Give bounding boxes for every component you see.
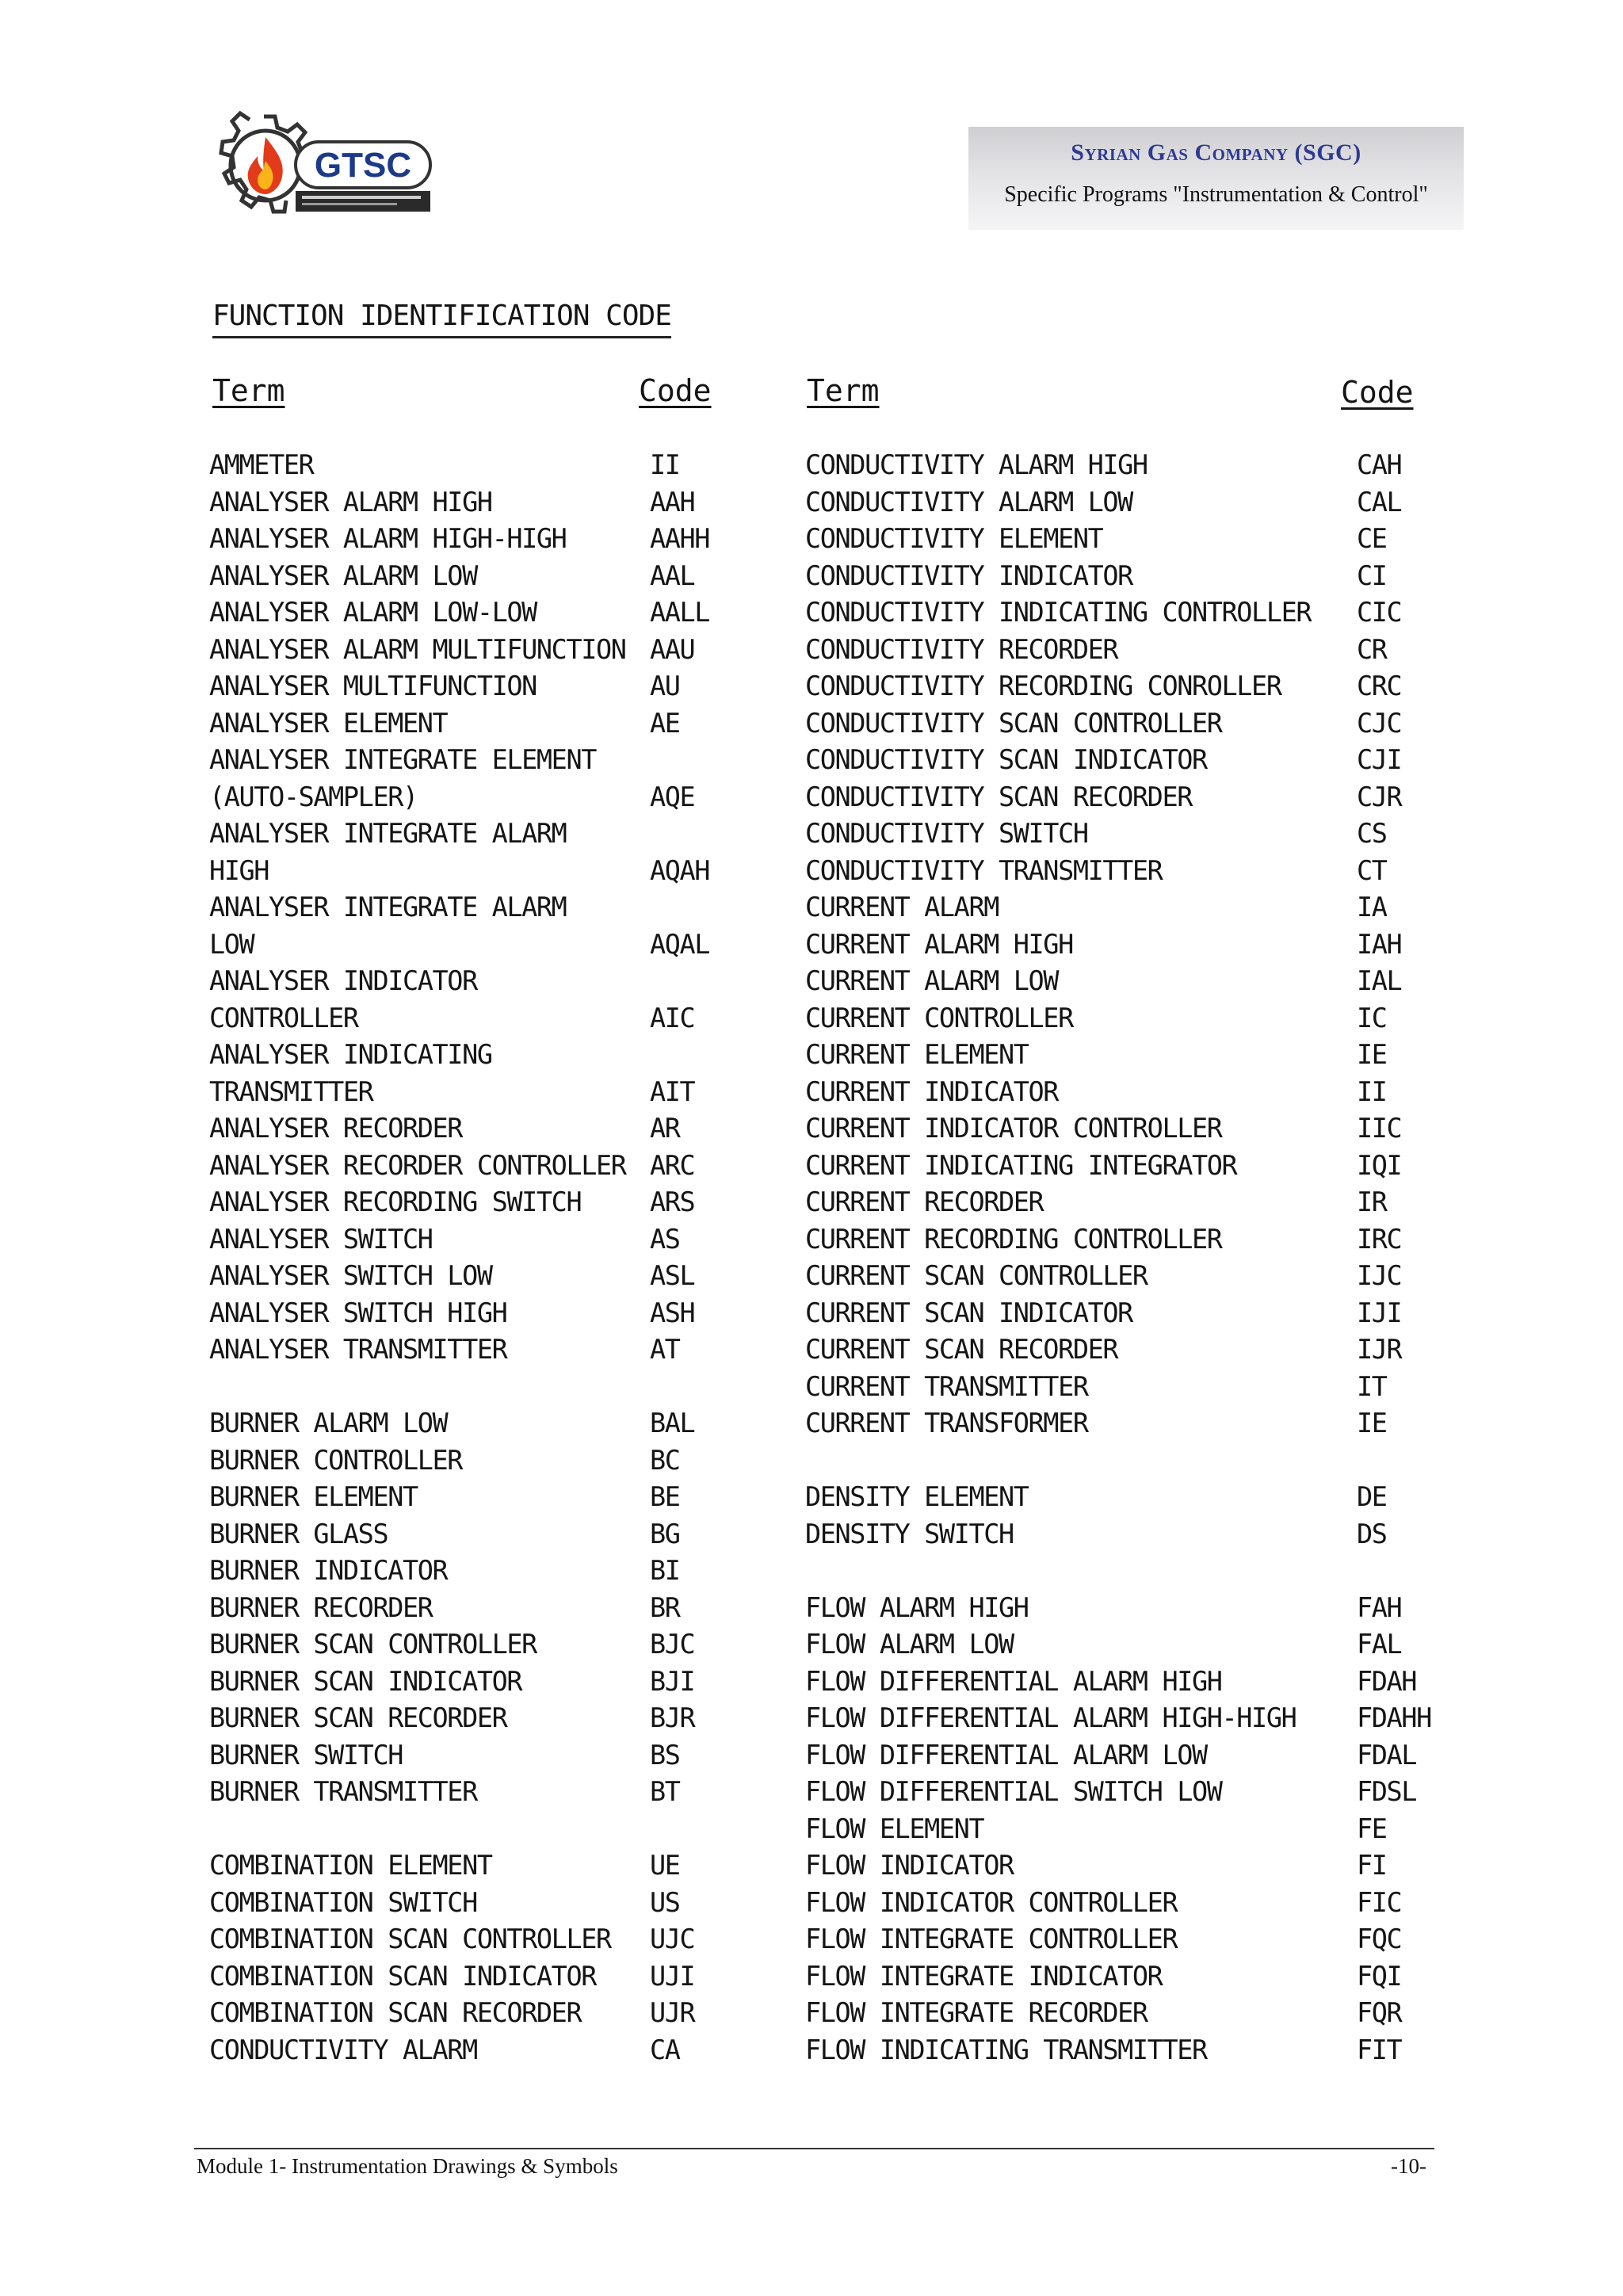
table-row xyxy=(805,1847,1439,1885)
code-cell: BT xyxy=(650,1776,680,1807)
code-cell: IQI xyxy=(1357,1149,1402,1181)
table-row xyxy=(805,1037,1439,1074)
term-cell: ANALYSER SWITCH LOW xyxy=(209,1260,492,1291)
code-cell: FQI xyxy=(1357,1960,1402,1992)
table-row xyxy=(805,1074,1439,1111)
left-column xyxy=(209,447,843,2069)
term-cell: ANALYSER TRANSMITTER xyxy=(209,1334,507,1365)
table-row xyxy=(805,1626,1439,1664)
term-cell: CONDUCTIVITY TRANSMITTER xyxy=(805,854,1163,886)
term-cell: ANALYSER INTEGRATE ALARM xyxy=(209,892,567,923)
table-row xyxy=(209,1221,843,1259)
code-cell: FDAL xyxy=(1357,1739,1417,1771)
term-cell: (AUTO-SAMPLER) xyxy=(209,781,418,812)
code-cell: FAH xyxy=(1357,1591,1402,1623)
term-cell: ANALYSER ALARM LOW xyxy=(209,560,477,591)
code-cell: AAHH xyxy=(650,523,710,554)
term-cell: COMBINATION SCAN INDICATOR xyxy=(209,1960,596,1992)
code-cell: FE xyxy=(1357,1813,1387,1844)
table-row xyxy=(805,1479,1439,1516)
company-header-box xyxy=(968,127,1464,230)
code-cell: IIC xyxy=(1357,1113,1402,1144)
code-cell: IAH xyxy=(1357,928,1402,960)
term-cell: CURRENT SCAN CONTROLLER xyxy=(805,1260,1148,1291)
code-cell: CAH xyxy=(1357,449,1402,480)
table-row xyxy=(805,1921,1439,1958)
table-row xyxy=(209,484,843,521)
code-cell: BJC xyxy=(650,1629,695,1660)
term-cell: CONDUCTIVITY RECORDING CONROLLER xyxy=(805,670,1281,701)
table-row xyxy=(209,1811,843,1848)
table-row xyxy=(209,742,843,779)
code-cell: IR xyxy=(1357,1186,1387,1217)
code-cell: IAL xyxy=(1357,965,1402,996)
code-cell: CI xyxy=(1357,560,1387,591)
code-cell: CRC xyxy=(1357,670,1402,701)
term-cell: BURNER ELEMENT xyxy=(209,1481,418,1512)
term-cell: BURNER SCAN INDICATOR xyxy=(209,1665,522,1697)
code-cell: CJR xyxy=(1357,781,1402,812)
code-cell: FAL xyxy=(1357,1629,1402,1660)
table-row xyxy=(209,963,843,1000)
term-cell: CONDUCTIVITY INDICATING CONTROLLER xyxy=(805,597,1312,628)
code-cell: AQAL xyxy=(650,928,710,960)
term-cell: FLOW ELEMENT xyxy=(805,1813,984,1844)
term-cell: BURNER INDICATOR xyxy=(209,1555,448,1586)
term-cell: FLOW DIFFERENTIAL ALARM LOW xyxy=(805,1739,1207,1771)
code-cell: BAL xyxy=(650,1408,695,1438)
term-cell: CONDUCTIVITY INDICATOR xyxy=(805,560,1132,591)
code-cell: FIT xyxy=(1357,2034,1402,2065)
code-cell: IC xyxy=(1357,1002,1387,1033)
term-cell: FLOW INDICATOR xyxy=(805,1850,1014,1881)
term-cell: DENSITY ELEMENT xyxy=(805,1481,1029,1512)
table-row xyxy=(209,1590,843,1627)
table-row xyxy=(209,1885,843,1922)
term-cell: ANALYSER INDICATOR xyxy=(209,965,477,996)
table-row xyxy=(805,1331,1439,1369)
term-cell: ANALYSER INTEGRATE ELEMENT xyxy=(209,744,596,775)
logo-text: GTSC xyxy=(314,146,412,185)
page-number: -10- xyxy=(1391,2154,1426,2178)
term-cell: CONDUCTIVITY RECORDER xyxy=(805,633,1118,665)
code-cell: CA xyxy=(650,2034,680,2065)
right-term-header: Term xyxy=(807,373,880,408)
table-row xyxy=(805,1148,1439,1185)
table-row xyxy=(209,558,843,595)
code-cell: IE xyxy=(1357,1408,1387,1438)
table-row xyxy=(209,1958,843,1996)
table-row xyxy=(805,1700,1439,1737)
table-row xyxy=(209,1258,843,1295)
term-cell: BURNER GLASS xyxy=(209,1518,388,1549)
term-cell: ANALYSER ALARM HIGH-HIGH xyxy=(209,523,567,554)
term-cell: CONDUCTIVITY ELEMENT xyxy=(805,523,1103,554)
term-cell: FLOW ALARM HIGH xyxy=(805,1591,1029,1623)
code-cell: UJC xyxy=(650,1924,695,1954)
table-row xyxy=(209,779,843,816)
code-cell: CJI xyxy=(1357,744,1402,775)
term-cell: CURRENT ALARM xyxy=(805,892,999,923)
table-row xyxy=(805,705,1439,743)
right-code-header: Code xyxy=(1341,375,1414,410)
table-row xyxy=(209,1442,843,1480)
table-row xyxy=(805,1995,1439,2032)
code-cell: FDSL xyxy=(1357,1776,1417,1807)
table-row xyxy=(805,1000,1439,1037)
table-row xyxy=(209,1479,843,1516)
term-cell: CURRENT ELEMENT xyxy=(805,1039,1029,1070)
code-cell: BG xyxy=(650,1518,680,1549)
term-cell: LOW xyxy=(209,928,254,960)
term-cell: FLOW INTEGRATE CONTROLLER xyxy=(805,1924,1178,1954)
table-row xyxy=(805,1885,1439,1922)
table-row xyxy=(805,1442,1439,1480)
term-cell: FLOW DIFFERENTIAL ALARM HIGH-HIGH xyxy=(805,1702,1296,1733)
term-cell: CONDUCTIVITY ALARM xyxy=(209,2034,477,2065)
table-row xyxy=(209,632,843,669)
table-row xyxy=(209,1110,843,1148)
program-subtitle: Specific Programs "Instrumentation & Control" xyxy=(1004,182,1428,207)
term-cell: CURRENT ALARM LOW xyxy=(805,965,1059,996)
code-cell: BR xyxy=(650,1591,680,1623)
term-cell: BURNER CONTROLLER xyxy=(209,1444,463,1476)
table-row xyxy=(209,1774,843,1811)
term-cell: BURNER RECORDER xyxy=(209,1591,433,1623)
table-row xyxy=(805,926,1439,964)
code-cell: CAL xyxy=(1357,486,1402,518)
code-cell: IJI xyxy=(1357,1297,1402,1328)
table-row xyxy=(209,705,843,743)
code-cell: AU xyxy=(650,670,680,701)
term-cell: FLOW INDICATOR CONTROLLER xyxy=(805,1886,1178,1918)
code-cell: AIC xyxy=(650,1002,695,1033)
code-cell: CT xyxy=(1357,854,1387,886)
code-cell: DS xyxy=(1357,1518,1387,1549)
term-cell: CONDUCTIVITY SCAN RECORDER xyxy=(805,781,1192,812)
table-row xyxy=(805,1369,1439,1406)
table-row xyxy=(805,558,1439,595)
table-row xyxy=(209,816,843,853)
code-cell: CE xyxy=(1357,523,1387,554)
table-row xyxy=(209,1626,843,1664)
code-cell: BS xyxy=(650,1739,680,1771)
table-row xyxy=(805,1221,1439,1259)
code-cell: US xyxy=(650,1886,680,1918)
table-row xyxy=(805,1295,1439,1332)
code-cell: IJC xyxy=(1357,1260,1402,1291)
term-cell: BURNER SCAN CONTROLLER xyxy=(209,1629,537,1660)
code-cell: FDAH xyxy=(1357,1665,1417,1697)
table-row xyxy=(209,853,843,890)
table-row xyxy=(805,1737,1439,1775)
table-row xyxy=(805,2032,1439,2069)
code-cell: IJR xyxy=(1357,1334,1402,1365)
term-cell: DENSITY SWITCH xyxy=(805,1518,1014,1549)
code-cell: BI xyxy=(650,1555,680,1586)
term-cell: ANALYSER ALARM HIGH xyxy=(209,486,492,518)
code-cell: BJR xyxy=(650,1702,695,1733)
term-cell: CURRENT RECORDING CONTROLLER xyxy=(805,1223,1222,1255)
code-cell: AAL xyxy=(650,560,695,591)
table-row xyxy=(209,521,843,558)
gear-flame-icon xyxy=(202,107,448,230)
code-cell: IT xyxy=(1357,1370,1387,1402)
term-cell: CONDUCTIVITY SCAN INDICATOR xyxy=(805,744,1207,775)
table-row xyxy=(209,1037,843,1074)
table-row xyxy=(209,1331,843,1369)
table-row xyxy=(805,1811,1439,1848)
term-cell: HIGH xyxy=(209,854,269,886)
table-row xyxy=(209,1184,843,1221)
table-row xyxy=(805,1258,1439,1295)
term-cell: AMMETER xyxy=(209,449,314,480)
term-cell: BURNER SWITCH xyxy=(209,1739,403,1771)
term-cell: ANALYSER RECORDER xyxy=(209,1113,463,1144)
code-cell: UE xyxy=(650,1850,680,1881)
code-cell: UJR xyxy=(650,1997,695,2028)
table-row xyxy=(805,1958,1439,1996)
term-cell: TRANSMITTER xyxy=(209,1075,373,1107)
term-cell: FLOW DIFFERENTIAL SWITCH LOW xyxy=(805,1776,1222,1807)
table-title: FUNCTION IDENTIFICATION CODE xyxy=(212,298,671,338)
footer-divider xyxy=(194,2148,1434,2149)
term-cell: CONDUCTIVITY ALARM LOW xyxy=(805,486,1132,518)
table-row xyxy=(209,594,843,632)
left-code-header: Code xyxy=(639,373,712,408)
table-row xyxy=(209,1516,843,1553)
table-row xyxy=(209,926,843,964)
table-row xyxy=(805,1590,1439,1627)
table-row xyxy=(805,632,1439,669)
table-row xyxy=(209,1295,843,1332)
code-cell: FDAHH xyxy=(1357,1702,1431,1733)
code-cell: AQE xyxy=(650,781,695,812)
term-cell: CURRENT INDICATING INTEGRATOR xyxy=(805,1149,1237,1181)
code-cell: CS xyxy=(1357,818,1387,849)
term-cell: ANALYSER ELEMENT xyxy=(209,707,448,739)
table-row xyxy=(209,1847,843,1885)
gtsc-logo xyxy=(202,107,448,230)
term-cell: BURNER TRANSMITTER xyxy=(209,1776,477,1807)
right-column xyxy=(805,447,1439,2069)
table-row xyxy=(805,594,1439,632)
table-row xyxy=(805,779,1439,816)
term-cell: BURNER SCAN RECORDER xyxy=(209,1702,507,1733)
table-row xyxy=(805,889,1439,926)
term-cell: ANALYSER RECORDING SWITCH xyxy=(209,1186,582,1217)
table-row xyxy=(209,1405,843,1442)
term-cell: ANALYSER INDICATING xyxy=(209,1039,492,1070)
term-cell: BURNER ALARM LOW xyxy=(209,1408,448,1438)
table-row xyxy=(209,668,843,705)
table-row xyxy=(209,1148,843,1185)
term-cell: CURRENT TRANSMITTER xyxy=(805,1370,1088,1402)
term-cell: CURRENT SCAN INDICATOR xyxy=(805,1297,1132,1328)
code-cell: II xyxy=(650,449,680,480)
code-cell: AIT xyxy=(650,1075,695,1107)
code-cell: AALL xyxy=(650,597,710,628)
term-cell: CURRENT ALARM HIGH xyxy=(805,928,1073,960)
code-cell: AQAH xyxy=(650,854,710,886)
term-cell: ANALYSER RECORDER CONTROLLER xyxy=(209,1149,626,1181)
code-cell: CJC xyxy=(1357,707,1402,739)
term-cell: CURRENT TRANSFORMER xyxy=(805,1408,1088,1438)
term-cell: CONDUCTIVITY ALARM HIGH xyxy=(805,449,1148,480)
table-row xyxy=(805,521,1439,558)
term-cell: CURRENT INDICATOR CONTROLLER xyxy=(805,1113,1222,1144)
table-row xyxy=(209,1921,843,1958)
table-row xyxy=(805,1553,1439,1590)
code-cell: FI xyxy=(1357,1850,1387,1881)
code-cell: AAH xyxy=(650,486,695,518)
code-cell: IA xyxy=(1357,892,1387,923)
footer-module: Module 1- Instrumentation Drawings & Symbols xyxy=(197,2154,618,2178)
code-cell: AE xyxy=(650,707,680,739)
table-row xyxy=(805,1110,1439,1148)
table-row xyxy=(805,963,1439,1000)
table-row xyxy=(209,1664,843,1701)
table-row xyxy=(209,1700,843,1737)
term-cell: ANALYSER ALARM MULTIFUNCTION xyxy=(209,633,626,665)
code-cell: CR xyxy=(1357,633,1387,665)
table-row xyxy=(805,1664,1439,1701)
table-row xyxy=(209,2032,843,2069)
term-cell: ANALYSER ALARM LOW-LOW xyxy=(209,597,537,628)
table-row xyxy=(209,889,843,926)
table-row xyxy=(209,1553,843,1590)
term-cell: COMBINATION SCAN CONTROLLER xyxy=(209,1924,611,1954)
term-cell: COMBINATION SWITCH xyxy=(209,1886,477,1918)
code-cell: FIC xyxy=(1357,1886,1402,1918)
term-cell: ANALYSER INTEGRATE ALARM xyxy=(209,818,567,849)
term-cell: CONDUCTIVITY SWITCH xyxy=(805,818,1088,849)
code-cell: IRC xyxy=(1357,1223,1402,1255)
term-cell: CONDUCTIVITY SCAN CONTROLLER xyxy=(805,707,1222,739)
term-cell: FLOW DIFFERENTIAL ALARM HIGH xyxy=(805,1665,1222,1697)
table-row xyxy=(805,1516,1439,1553)
code-cell: ASL xyxy=(650,1260,695,1291)
code-cell: BC xyxy=(650,1444,680,1476)
table-row xyxy=(209,447,843,484)
table-row xyxy=(805,1405,1439,1442)
table-row xyxy=(805,1184,1439,1221)
code-cell: UJI xyxy=(650,1960,695,1992)
term-cell: CONTROLLER xyxy=(209,1002,358,1033)
code-cell: AT xyxy=(650,1334,680,1365)
code-cell: CIC xyxy=(1357,597,1402,628)
code-cell: DE xyxy=(1357,1481,1387,1512)
term-cell: CURRENT INDICATOR xyxy=(805,1075,1059,1107)
term-cell: CURRENT SCAN RECORDER xyxy=(805,1334,1118,1365)
code-cell: BJI xyxy=(650,1665,695,1697)
term-cell: FLOW INDICATING TRANSMITTER xyxy=(805,2034,1207,2065)
code-cell: FQR xyxy=(1357,1997,1402,2028)
term-cell: FLOW ALARM LOW xyxy=(805,1629,1014,1660)
term-cell: COMBINATION SCAN RECORDER xyxy=(209,1997,582,2028)
code-cell: AR xyxy=(650,1113,680,1144)
term-cell: ANALYSER MULTIFUNCTION xyxy=(209,670,537,701)
term-cell: CURRENT RECORDER xyxy=(805,1186,1044,1217)
table-row xyxy=(805,447,1439,484)
table-row xyxy=(805,484,1439,521)
table-row xyxy=(209,1074,843,1111)
table-row xyxy=(209,1995,843,2032)
code-cell: II xyxy=(1357,1075,1387,1107)
left-term-header: Term xyxy=(212,373,285,408)
table-row xyxy=(209,1000,843,1037)
table-row xyxy=(805,668,1439,705)
code-cell: AAU xyxy=(650,633,695,665)
table-row xyxy=(805,816,1439,853)
term-cell: COMBINATION ELEMENT xyxy=(209,1850,492,1881)
code-cell: IE xyxy=(1357,1039,1387,1070)
code-cell: ASH xyxy=(650,1297,695,1328)
term-cell: CURRENT CONTROLLER xyxy=(805,1002,1073,1033)
code-cell: ARC xyxy=(650,1149,695,1181)
table-row xyxy=(805,853,1439,890)
code-cell: AS xyxy=(650,1223,680,1255)
code-cell: BE xyxy=(650,1481,680,1512)
term-cell: ANALYSER SWITCH HIGH xyxy=(209,1297,507,1328)
table-row xyxy=(805,742,1439,779)
code-cell: ARS xyxy=(650,1186,695,1217)
term-cell: FLOW INTEGRATE INDICATOR xyxy=(805,1960,1163,1992)
term-cell: FLOW INTEGRATE RECORDER xyxy=(805,1997,1148,2028)
table-row xyxy=(209,1369,843,1406)
table-row xyxy=(805,1774,1439,1811)
code-cell: FQC xyxy=(1357,1924,1402,1954)
term-cell: ANALYSER SWITCH xyxy=(209,1223,433,1255)
table-row xyxy=(209,1737,843,1775)
company-name: Syrian Gas Company (SGC) xyxy=(1071,139,1361,166)
